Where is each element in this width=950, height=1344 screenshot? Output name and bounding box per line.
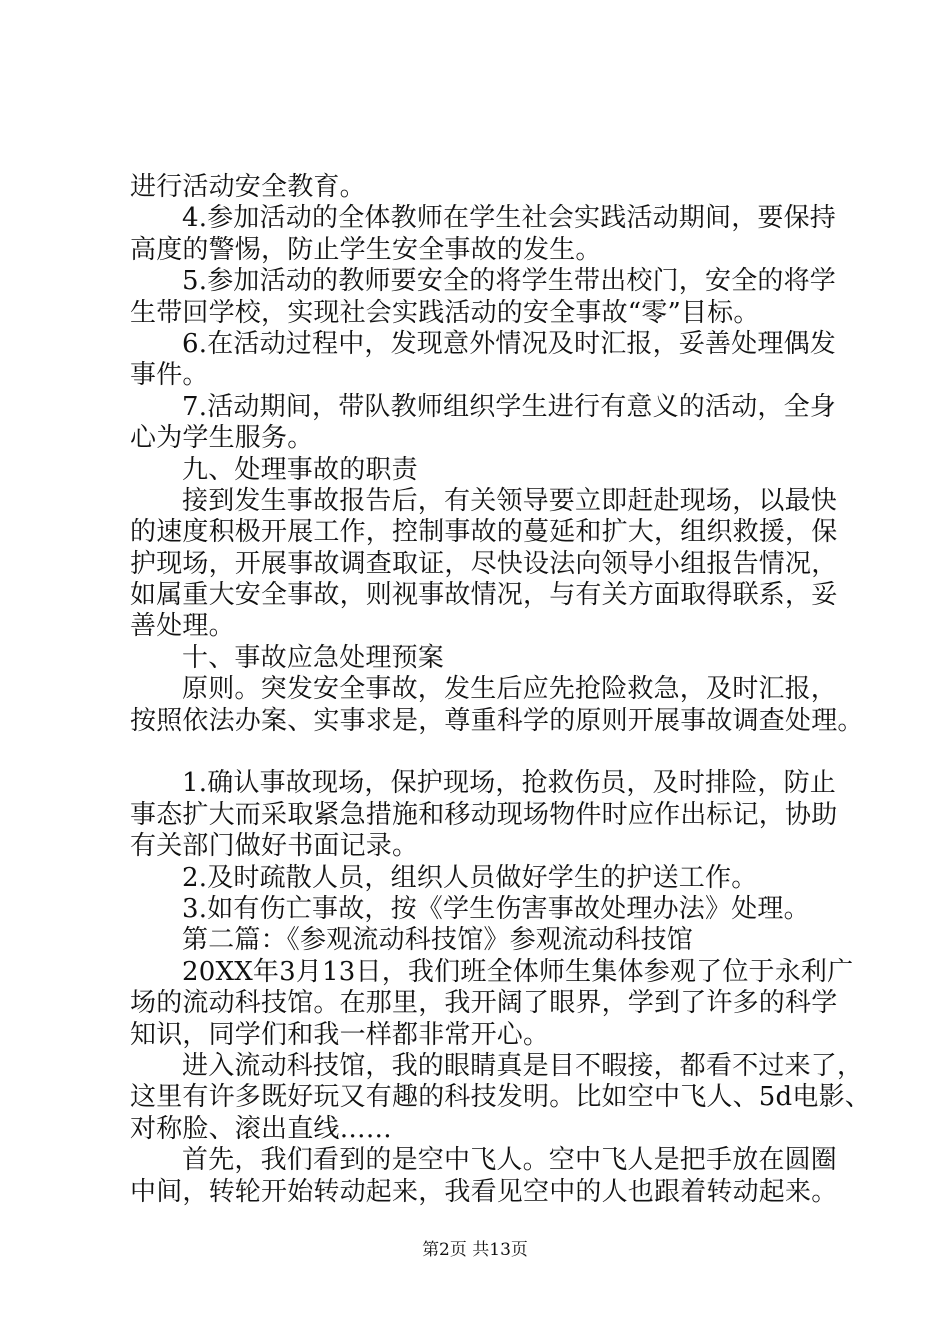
text-line: 4.参加活动的全体教师在学生社会实践活动期间，要保持 [182,203,837,234]
text-line: 原则。突发安全事故，发生后应先抢险救急，及时汇报， [182,674,838,705]
blank-line [130,737,840,768]
text-line: 事件。 [130,360,209,391]
text-line: 知识，同学们和我一样都非常开心。 [130,1019,550,1050]
text-line: 进入流动科技馆，我的眼睛真是目不暇接，都看不过来了， [182,1050,864,1081]
text-line: 首先，我们看到的是空中飞人。空中飞人是把手放在圆圈 [182,1145,838,1176]
text-line: 对称脸、滚出直线…… [130,1113,393,1144]
text-line: 的速度积极开展工作，控制事故的蔓延和扩大，组织救援，保 [130,517,838,548]
text-line: 6.在活动过程中，发现意外情况及时汇报，妥善处理偶发 [182,328,837,359]
text-line: 九、处理事故的职责 [182,454,418,485]
text-line: 生带回学校，实现社会实践活动的安全事故“零”目标。 [130,297,760,328]
text-line: 善处理。 [130,611,235,642]
text-line: 第二篇：《参观流动科技馆》参观流动科技馆 [182,925,694,956]
text-line: 20XX年3月13日，我们班全体师生集体参观了位于永利广 [182,956,854,987]
text-line: 场的流动科技馆。在那里，我开阔了眼界，学到了许多的科学 [130,988,838,1019]
text-line: 高度的警惕，防止学生安全事故的发生。 [130,234,602,265]
text-line: 进行活动安全教育。 [130,172,366,202]
document-body [130,172,871,1208]
text-line: 3.如有伤亡事故，按《学生伤害事故处理办法》处理。 [182,893,810,924]
text-line: 接到发生事故报告后，有关领导要立即赶赴现场，以最快 [182,485,838,516]
text-line: 心为学生服务。 [130,423,314,454]
text-line: 按照依法办案、实事求是，尊重科学的原则开展事故调查处理。 [130,705,864,736]
text-line: 2.及时疏散人员，组织人员做好学生的护送工作。 [182,862,758,893]
page-footer: 第2页 共13页 [422,1240,528,1260]
text-line: 5.参加活动的教师要安全的将学生带出校门，安全的将学 [182,266,837,297]
text-line: 7.活动期间，带队教师组织学生进行有意义的活动，全身 [182,391,837,422]
text-line: 有关部门做好书面记录。 [130,831,419,862]
text-line: 护现场，开展事故调查取证，尽快设法向领导小组报告情况， [130,548,838,579]
text-line: 十、事故应急处理预案 [182,642,445,673]
text-line: 事态扩大而采取紧急措施和移动现场物件时应作出标记，协助 [130,799,838,830]
text-line: 如属重大安全事故，则视事故情况，与有关方面取得联系，妥 [130,580,838,611]
text-line: 1.确认事故现场，保护现场，抢救伤员，及时排险，防止 [182,768,837,799]
text-line: 中间，转轮开始转动起来，我看见空中的人也跟着转动起来。 [130,1176,838,1207]
text-line: 这里有许多既好玩又有趣的科技发明。比如空中飞人、5d电影、 [130,1082,871,1113]
